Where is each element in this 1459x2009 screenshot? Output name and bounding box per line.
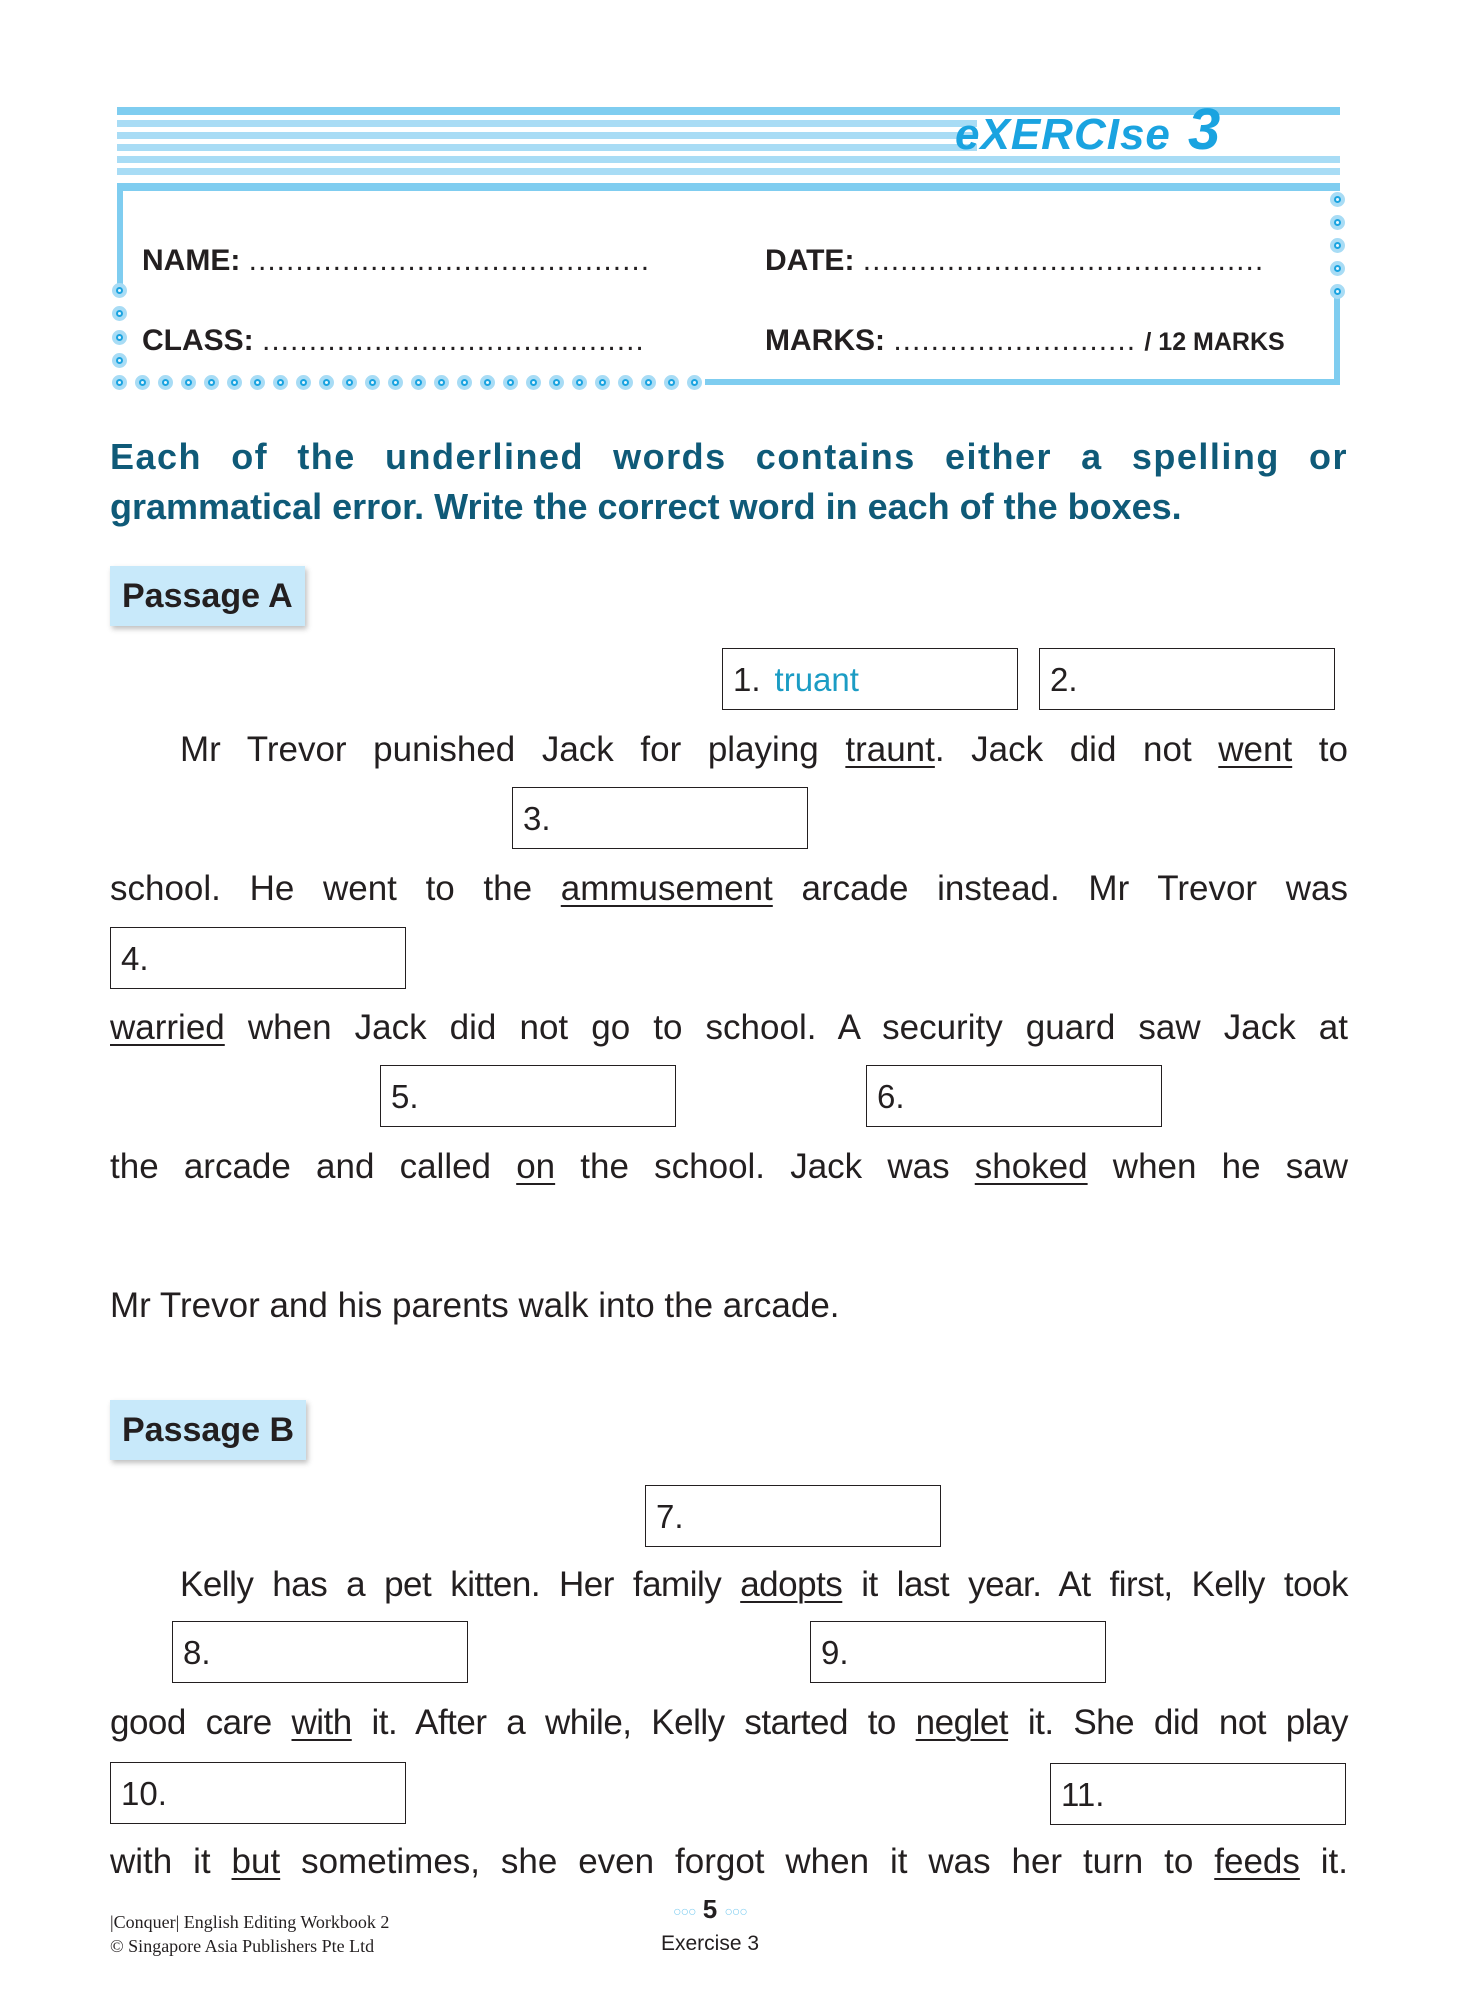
passage-a-line-1 xyxy=(180,728,1348,772)
text: Mr Trevor punished Jack for playing xyxy=(180,730,846,769)
answer-box-number: 6. xyxy=(877,1078,905,1115)
error-word-ammusement: ammusement xyxy=(560,869,773,908)
answer-box-number: 5. xyxy=(391,1078,419,1115)
error-word-warried: warried xyxy=(110,1008,225,1047)
text: . Jack did not xyxy=(934,730,1219,769)
text: the arcade and called xyxy=(110,1147,517,1186)
instructions-line-2: grammatical error. Write the correct word in each of the boxes. xyxy=(110,486,1182,527)
answer-box-11[interactable] xyxy=(1050,1763,1346,1825)
text: when he saw xyxy=(1087,1147,1348,1186)
class-label: CLASS: xyxy=(142,324,254,357)
marks-input-line[interactable]: .......................... xyxy=(893,324,1137,357)
answer-box-number: 8. xyxy=(183,1634,211,1671)
answer-box-number: 4. xyxy=(121,940,149,977)
frame-right-border xyxy=(1334,292,1340,385)
copyright: © Singapore Asia Publishers Pte Ltd xyxy=(110,1936,375,1956)
text: with it xyxy=(110,1842,232,1881)
passage-a-line-3 xyxy=(110,1006,1348,1050)
marks-label: MARKS: xyxy=(765,324,885,357)
answer-box-5[interactable] xyxy=(380,1065,676,1127)
text: when Jack did not go to school. A security guard saw Jack at xyxy=(224,1008,1348,1047)
class-input-line[interactable]: ......................................... xyxy=(262,324,645,357)
answer-box-number: 10. xyxy=(121,1775,167,1812)
passage-b-label: Passage B xyxy=(110,1400,306,1460)
answer-text[interactable]: truant xyxy=(774,661,859,698)
passage-a-label: Passage A xyxy=(110,566,305,626)
frame-left-border xyxy=(117,190,123,285)
date-input-line[interactable]: ........................................... xyxy=(862,244,1265,277)
error-word-shoked: shoked xyxy=(974,1147,1088,1186)
book-title: |Conquer| English Editing Workbook 2 xyxy=(110,1912,390,1932)
page-ornament-right-icon: ○○○ xyxy=(724,1903,747,1920)
passage-a-line-4 xyxy=(110,1145,1348,1189)
error-word-neglet: neglet xyxy=(915,1703,1009,1742)
passage-a-line-5 xyxy=(110,1284,1348,1328)
text: arcade instead. Mr Trevor was xyxy=(772,869,1348,908)
answer-box-7[interactable] xyxy=(645,1485,941,1547)
name-input-line[interactable]: ........................................... xyxy=(248,244,651,277)
passage-b-line-2 xyxy=(110,1701,1348,1745)
text: Kelly has a pet kitten. Her family xyxy=(180,1565,741,1604)
exercise-title-word: eXERCIse xyxy=(955,110,1171,159)
text: good care xyxy=(110,1703,292,1742)
page-label: Exercise 3 xyxy=(660,1932,760,1955)
page-ornament-left-icon: ○○○ xyxy=(673,1903,696,1920)
answer-box-2[interactable] xyxy=(1039,648,1335,710)
text: to xyxy=(1292,730,1348,769)
frame-bottom-border xyxy=(705,379,1340,385)
answer-box-number: 9. xyxy=(821,1634,849,1671)
answer-box-1[interactable] xyxy=(722,648,1018,710)
error-word-with: with xyxy=(291,1703,352,1742)
instructions-line-1: Each of the underlined words contains either a spelling or xyxy=(110,436,1348,477)
text: it. She did not play xyxy=(1008,1703,1348,1742)
class-field[interactable] xyxy=(142,324,645,358)
instructions xyxy=(110,432,1348,532)
exercise-title xyxy=(955,96,1221,163)
name-field[interactable] xyxy=(142,244,650,278)
text: school. He went to the xyxy=(110,869,561,908)
text: Mr Trevor and his parents walk into the arcade. xyxy=(110,1286,840,1325)
exercise-number: 3 xyxy=(1188,97,1222,162)
error-word-went: went xyxy=(1218,730,1293,769)
date-field[interactable] xyxy=(765,244,1264,278)
marks-field[interactable] xyxy=(765,324,1285,358)
text: the school. Jack was xyxy=(555,1147,975,1186)
footer-credits xyxy=(110,1910,389,1958)
error-word-traunt: traunt xyxy=(845,730,935,769)
answer-box-number: 2. xyxy=(1050,661,1078,698)
answer-box-number: 3. xyxy=(523,800,551,837)
error-word-feeds: feeds xyxy=(1214,1842,1300,1881)
answer-box-number: 11. xyxy=(1061,1776,1105,1813)
text: it. xyxy=(1299,1842,1348,1881)
error-word-on: on xyxy=(516,1147,556,1186)
page-number xyxy=(640,1894,780,1925)
marks-total: / 12 MARKS xyxy=(1144,328,1285,356)
answer-box-10[interactable] xyxy=(110,1762,406,1824)
text: it. After a while, Kelly started to xyxy=(351,1703,916,1742)
answer-box-9[interactable] xyxy=(810,1621,1106,1683)
name-label: NAME: xyxy=(142,244,241,277)
page-number-value: 5 xyxy=(702,1894,718,1924)
answer-box-6[interactable] xyxy=(866,1065,1162,1127)
answer-box-3[interactable] xyxy=(512,787,808,849)
passage-b-line-3 xyxy=(110,1840,1348,1884)
text: sometimes, she even forgot when it was her turn to xyxy=(280,1842,1215,1881)
text: it last year. At first, Kelly took xyxy=(842,1565,1349,1604)
answer-box-8[interactable] xyxy=(172,1621,468,1683)
error-word-adopts: adopts xyxy=(740,1565,843,1604)
passage-a-line-2 xyxy=(110,867,1348,911)
answer-box-number: 1. xyxy=(733,661,761,698)
passage-b-line-1 xyxy=(180,1563,1348,1607)
error-word-but: but xyxy=(231,1842,281,1881)
answer-box-4[interactable] xyxy=(110,927,406,989)
date-label: DATE: xyxy=(765,244,855,277)
answer-box-number: 7. xyxy=(656,1498,684,1535)
